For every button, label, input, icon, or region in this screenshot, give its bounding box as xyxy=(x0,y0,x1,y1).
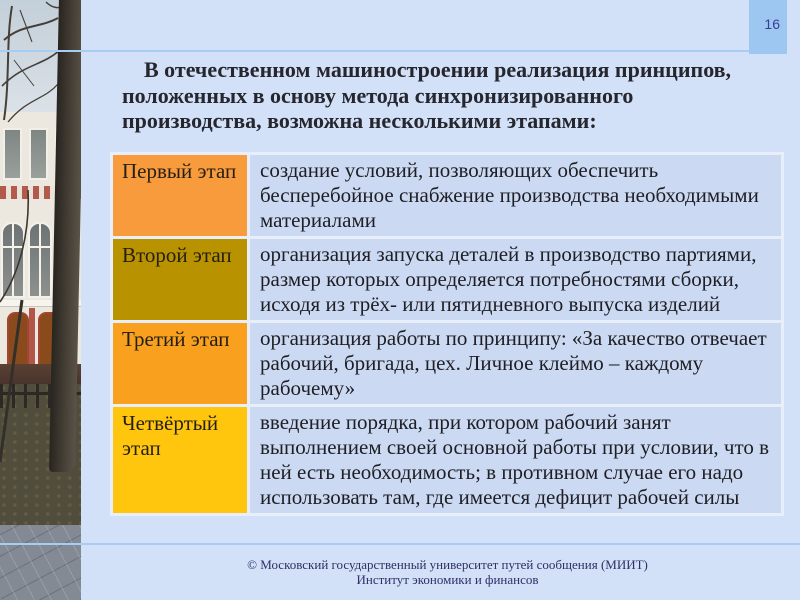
page-number-box xyxy=(749,0,787,54)
stage-name-cell: Первый этап xyxy=(113,155,247,236)
stage-name-cell: Третий этап xyxy=(113,323,247,404)
table-row xyxy=(113,407,781,513)
bottom-divider-line xyxy=(0,543,800,545)
stage-description-cell: организация работы по принципу: «За качество отвечает рабочий, бригада, цех. Личное клеймо – каждому рабочему» xyxy=(250,323,781,404)
stages-table xyxy=(110,152,784,516)
stage-name-cell: Второй этап xyxy=(113,239,247,320)
title-line: В отечественном машиностроении реализация принципов, xyxy=(144,57,732,82)
title-line: положенных в основу метода синхронизированного xyxy=(122,82,634,108)
stage-description-cell: введение порядка, при котором рабочий занят выполнением своей основной работы при условии, что в ней есть необходимость; в противном случае его надо использовать там, где имеется дефицит рабочей силы xyxy=(250,407,781,513)
stage-description-cell: организация запуска деталей в производство партиями, размер которых определяется потребностями сборки, исходя из трёх- или пятидневного выпуска изделий xyxy=(250,239,781,320)
page-number: 16 xyxy=(764,16,780,32)
top-divider-line xyxy=(0,50,750,52)
footer-institute: Институт экономики и финансов xyxy=(356,572,539,587)
stage-description-cell: создание условий, позволяющих обеспечить бесперебойное снабжение производства необходимыми материалами xyxy=(250,155,781,236)
footer-copyright: © Московский государственный университет путей сообщения (МИИТ) xyxy=(247,557,648,572)
slide-footer xyxy=(95,557,800,587)
table-row xyxy=(113,239,781,320)
campus-building-photo xyxy=(0,0,81,600)
title-line: производства, возможна несколькими этапами: xyxy=(122,108,597,133)
slide-title xyxy=(122,57,772,134)
stage-name-cell: Четвёртый этап xyxy=(113,407,247,513)
table-row xyxy=(113,155,781,236)
table-row xyxy=(113,323,781,404)
